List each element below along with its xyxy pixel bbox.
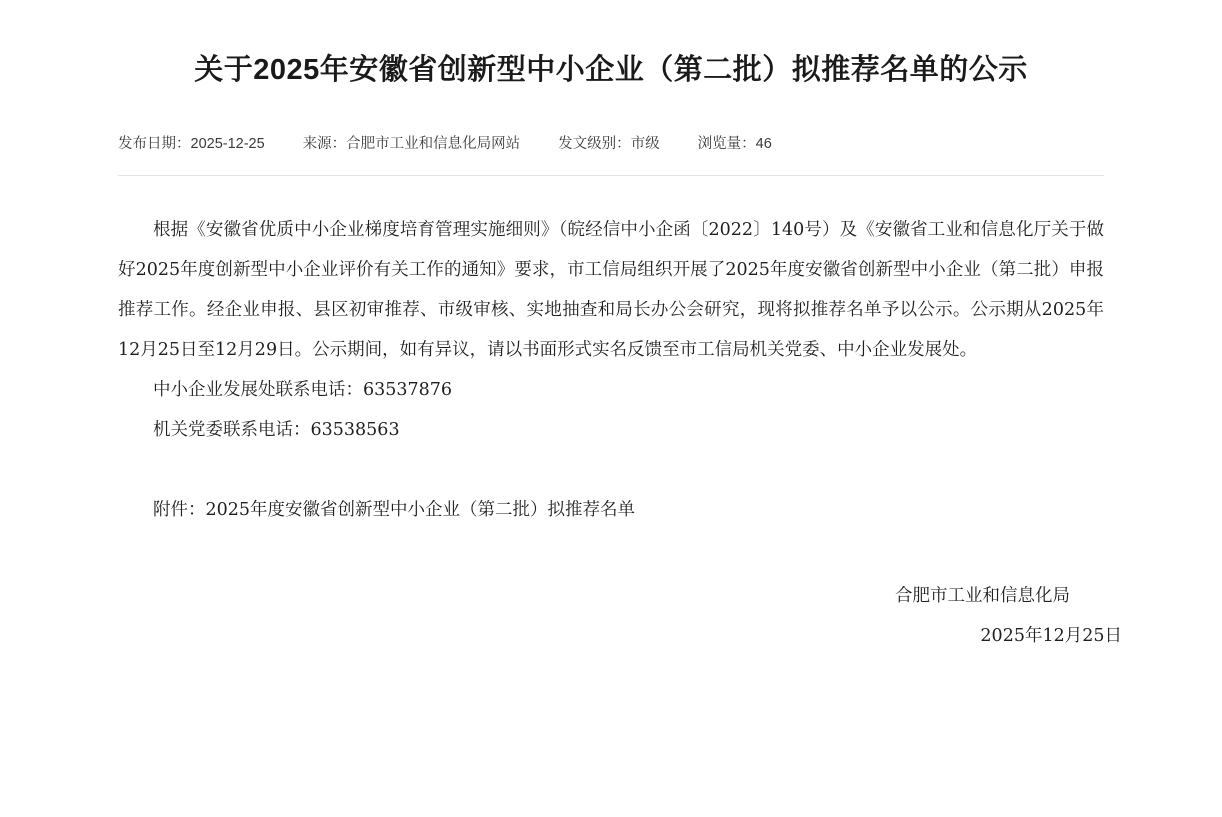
meta-source-value: 合肥市工业和信息化局网站 (346, 136, 521, 152)
meta-level-label: 发文级别： (558, 136, 631, 152)
meta-source (303, 132, 521, 153)
meta-level (558, 132, 660, 153)
contact-line-party-committee: 机关党委联系电话：63538563 (153, 420, 400, 440)
signature-issuer: 合肥市工业和信息化局 (895, 586, 1070, 606)
meta-publish-date (118, 132, 265, 153)
meta-level-value: 市级 (630, 136, 660, 152)
page-title: 关于2025年安徽省创新型中小企业（第二批）拟推荐名单的公示 (194, 54, 1028, 86)
article-body (118, 210, 1104, 530)
meta-source-label: 来源： (302, 136, 347, 152)
meta-publish-date-label: 发布日期： (118, 136, 191, 152)
body-paragraph: 根据《安徽省优质中小企业梯度培育管理实施细则》（皖经信中小企函〔2022〕140号）及《安徽省工业和信息化厅关于做好2025年度创新型中小企业评价有关工作的通知》要求，市工信局组织开展了2025年度安徽省创新型中小企业（第二批）申报推荐工作。经企业申报、县区初审推荐、市级审核、实地抽查和局长办公会研究，现将拟推荐名单予以公示。公示期从2025年12月25日至12月29日。公示期间，如有异议，请以书面形式实名反馈至市工信局机关党委、中小企业发展处。 (118, 220, 1104, 360)
signature-date: 2025年12月25日 (980, 626, 1122, 646)
signature-block (118, 576, 1122, 656)
meta-views-label: 浏览量： (697, 136, 756, 152)
contact-line-sme-office: 中小企业发展处联系电话：63537876 (153, 380, 453, 400)
article-meta-bar (118, 132, 1104, 176)
meta-publish-date-value: 2025-12-25 (190, 136, 265, 152)
attachment-line: 附件：2025年度安徽省创新型中小企业（第二批）拟推荐名单 (153, 500, 636, 520)
meta-views-value: 46 (755, 136, 772, 152)
meta-views (698, 132, 772, 153)
